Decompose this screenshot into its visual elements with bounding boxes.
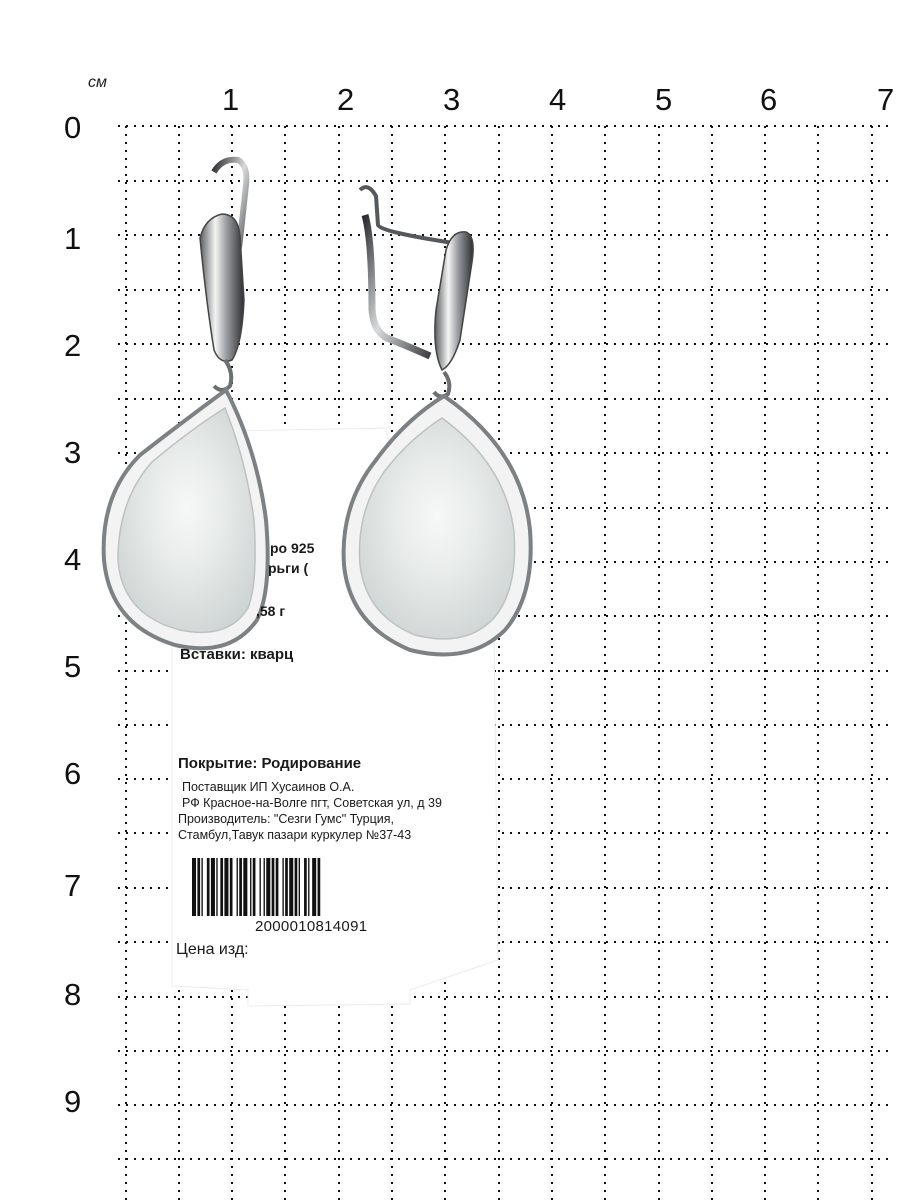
earring-left-clasp: [200, 214, 244, 361]
barcode-bar: [295, 858, 298, 916]
barcode-bar: [239, 858, 242, 916]
x-tick-label: 5: [655, 82, 673, 117]
barcode-bar: [211, 858, 215, 916]
y-tick-label: 8: [64, 977, 82, 1012]
barcode-bar: [266, 858, 270, 916]
barcode-bar: [272, 858, 275, 916]
y-tick-label: 9: [64, 1084, 82, 1119]
tag-supplier-line: Производитель: "Сезги Гумс" Турция,: [178, 812, 394, 826]
barcode-bar: [237, 858, 238, 916]
barcode-bar: [282, 858, 283, 916]
tag-price-label: Цена изд:: [176, 941, 249, 958]
y-tick-label: 4: [64, 542, 82, 577]
barcode-bar: [224, 858, 228, 916]
barcode-bar: [285, 858, 288, 916]
x-tick-label: 6: [760, 82, 778, 117]
barcode-bar: [253, 858, 256, 916]
x-tick-label: 2: [337, 82, 355, 117]
x-tick-label: 7: [877, 82, 895, 117]
tag-weight-partial: ,58 г: [256, 603, 286, 619]
barcode-bar: [250, 858, 251, 916]
barcode-bar: [304, 858, 307, 916]
barcode-bar: [220, 858, 223, 916]
earring-right: [344, 187, 531, 654]
y-tick-label: 3: [64, 435, 82, 470]
y-tick-label: 0: [64, 110, 82, 145]
barcode-bar: [276, 858, 279, 916]
barcode-bar: [243, 858, 247, 916]
tag-supplier-line: Стамбул,Тавук пазари куркулер №37-43: [178, 828, 412, 842]
barcode-bar: [299, 858, 300, 916]
tag-supplier-line: Поставщик ИП Хусаинов О.А.: [182, 780, 355, 794]
tag-supplier-line: РФ Красное-на-Волге пгт, Советская ул, д 39: [182, 796, 442, 810]
unit-label: см: [88, 74, 107, 91]
tag-coating: Покрытие: Родирование: [178, 755, 362, 772]
tag-kind-partial: рьги (: [268, 560, 309, 576]
barcode-bar: [289, 858, 293, 916]
tag-metal-partial: ро 925: [270, 540, 315, 556]
y-tick-label: 5: [64, 649, 82, 684]
barcode-bar: [192, 858, 196, 916]
earring-right-hook: [360, 187, 460, 244]
barcode-bar: [264, 858, 265, 916]
tag-inserts: Вставки: кварц: [180, 646, 294, 663]
earring-left-stone: [118, 408, 255, 632]
earring-left: [104, 160, 268, 649]
x-tick-label: 4: [549, 82, 567, 117]
barcode-bar: [312, 858, 316, 916]
y-tick-label: 2: [64, 328, 82, 363]
barcode-bar: [207, 858, 210, 916]
y-tick-label: 7: [64, 868, 82, 903]
x-tick-label: 1: [222, 82, 240, 117]
barcode-bar: [216, 858, 217, 916]
x-tick-label: 3: [443, 82, 461, 117]
barcode-bar: [308, 858, 309, 916]
barcode-bar: [260, 858, 261, 916]
earring-right-clasp: [435, 232, 473, 370]
barcode-bar: [201, 858, 202, 916]
barcode-bar: [318, 858, 321, 916]
earring-left-ring: [214, 360, 231, 390]
barcode-bar: [230, 858, 233, 916]
y-tick-label: 1: [64, 221, 82, 256]
barcode-number: 2000010814091: [255, 918, 368, 935]
y-tick-label: 6: [64, 756, 82, 791]
earring-right-ring: [434, 372, 449, 397]
barcode-bar: [197, 858, 200, 916]
